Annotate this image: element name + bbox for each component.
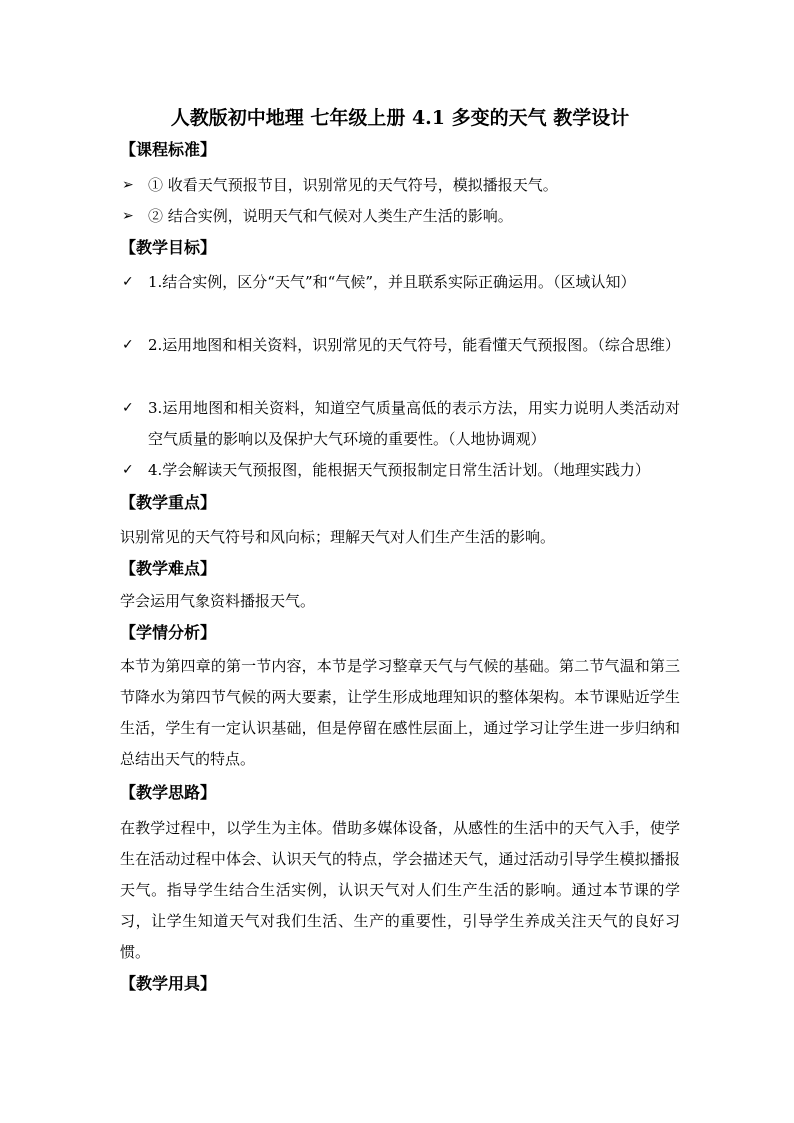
objective-item-text: 3.运用地图和相关资料，知道空气质量高低的表示方法，用实力说明人类活动对空气质量的影响以及保护大气环境的重要性。（人地协调观）	[148, 399, 680, 448]
objective-item	[120, 393, 680, 455]
objective-item	[120, 267, 680, 298]
checkmark-bullet-icon: ✓	[122, 400, 134, 416]
curriculum-item	[120, 201, 680, 232]
heading-key-points: 【教学重点】	[120, 493, 217, 512]
objective-item	[120, 455, 680, 486]
objective-item-text: 4.学会解读天气预报图，能根据天气预报制定日常生活计划。（地理实践力）	[148, 461, 650, 479]
objective-item-text: 2.运用地图和相关资料，识别常见的天气符号，能看懂天气预报图。（综合思维）	[148, 336, 680, 354]
curriculum-item-text: ② 结合实例，说明天气和气候对人类生产生活的影响。	[148, 207, 513, 225]
arrow-bullet-icon: ➢	[122, 177, 134, 193]
difficulties-text: 学会运用气象资料播报天气。	[120, 592, 316, 610]
curriculum-item-text: ① 收看天气预报节目，识别常见的天气符号，模拟播报天气。	[148, 176, 558, 194]
heading-analysis: 【学情分析】	[120, 623, 217, 642]
checkmark-bullet-icon: ✓	[122, 462, 134, 478]
document-title: 人教版初中地理 七年级上册 4.1 多变的天气 教学设计	[170, 107, 630, 129]
curriculum-item	[120, 170, 680, 201]
checkmark-bullet-icon: ✓	[122, 337, 134, 353]
heading-approach: 【教学思路】	[120, 783, 217, 802]
objective-item	[120, 330, 680, 361]
arrow-bullet-icon: ➢	[122, 208, 134, 224]
heading-curriculum: 【课程标准】	[120, 140, 217, 159]
objective-item-text: 1.结合实例，区分“天气”和“气候”，并且联系实际正确运用。（区域认知）	[148, 273, 636, 291]
heading-difficulties: 【教学难点】	[120, 559, 217, 578]
checkmark-bullet-icon: ✓	[122, 274, 134, 290]
key-points-text: 识别常见的天气符号和风向标；理解天气对人们生产生活的影响。	[120, 528, 556, 546]
approach-text: 在教学过程中，以学生为主体。借助多媒体设备，从感性的生活中的天气入手，使学生在活动过程中体会、认识天气的特点，学会描述天气，通过活动引导学生模拟播报天气。指导学生结合生活实例，认识天气对人们生产生活的影响。通过本节课的学习，让学生知道天气对我们生活、生产的重要性，引导学生养成关注天气的良好习惯。	[120, 819, 680, 961]
heading-objectives: 【教学目标】	[120, 238, 217, 257]
analysis-text: 本节为第四章的第一节内容，本节是学习整章天气与气候的基础。第二节气温和第三节降水为第四节气候的两大要素，让学生形成地理知识的整体架构。本节课贴近学生生活，学生有一定认识基础，但是停留在感性层面上，通过学习让学生进一步归纳和总结出天气的特点。	[120, 657, 680, 768]
heading-tools: 【教学用具】	[120, 974, 217, 993]
